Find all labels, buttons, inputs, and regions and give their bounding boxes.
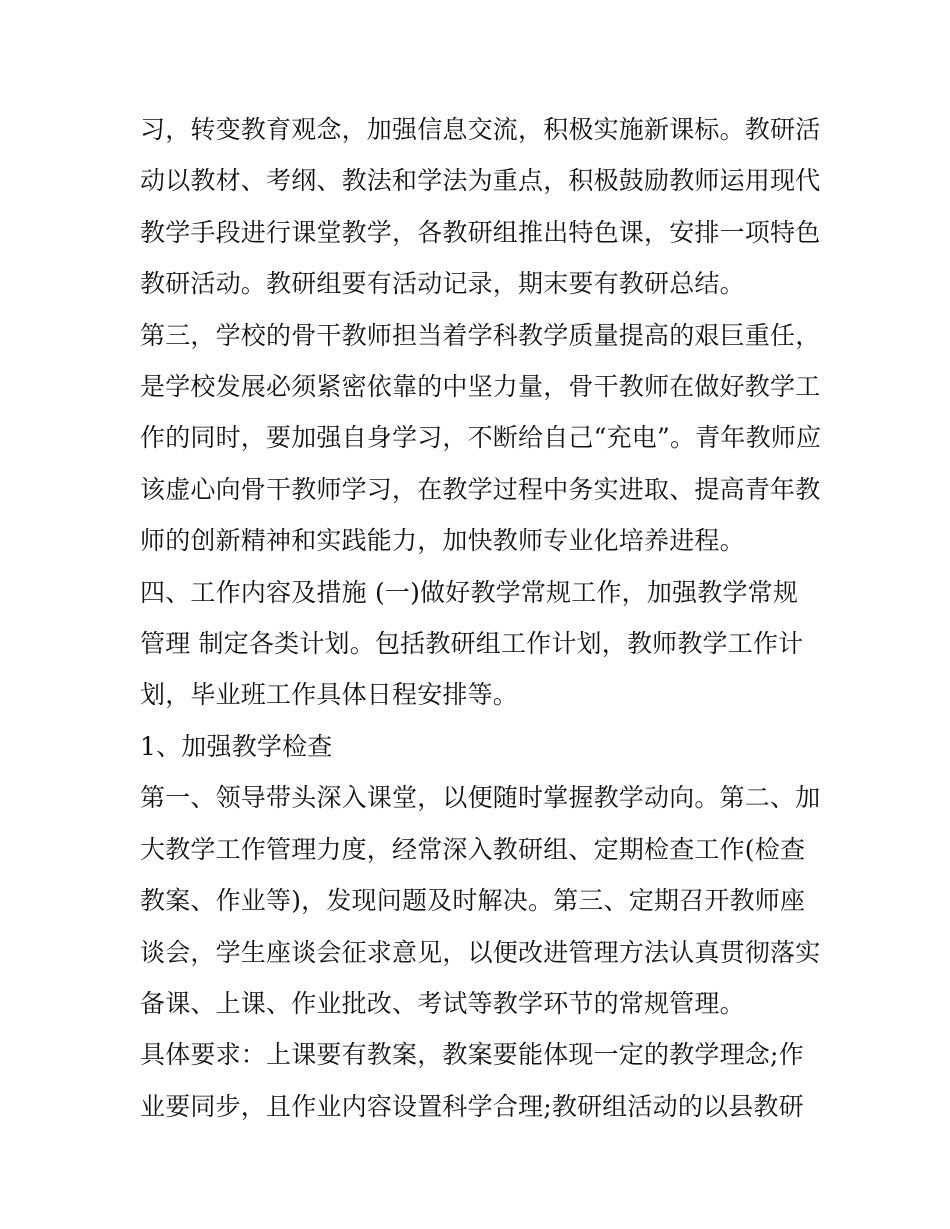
text-line-14: 第一、领导带头深入课堂，以便随时掌握教学动向。第二、加 bbox=[140, 783, 821, 813]
text-line-16: 教案、作业等)，发现问题及时解决。第三、定期召开教师座 bbox=[140, 886, 806, 916]
text-line-18: 备课、上课、作业批改、考试等教学环节的常规管理。 bbox=[140, 988, 745, 1018]
text-line-17: 谈会，学生座谈会征求意见，以便改进管理方法认真贯彻落实 bbox=[140, 937, 821, 967]
text-line-19: 具体要求：上课要有教案，教案要能体现一定的教学理念;作 bbox=[140, 1040, 804, 1070]
text-line-2: 动以教材、考纲、教法和学法为重点，积极鼓励教师运用现代 bbox=[140, 166, 821, 196]
text-line-4: 教研活动。教研组要有活动记录，期末要有教研总结。 bbox=[140, 269, 745, 299]
text-line-8: 该虚心向骨干教师学习，在教学过程中务实进取、提高青年教 bbox=[140, 474, 821, 504]
text-line-9: 师的创新精神和实践能力，加快教师专业化培养进程。 bbox=[140, 526, 745, 556]
text-line-5: 第三，学校的骨干教师担当着学科教学质量提高的艰巨重任， bbox=[140, 320, 821, 350]
text-line-10: 四、工作内容及措施 (一)做好教学常规工作，加强教学常规 bbox=[140, 577, 799, 607]
text-line-3: 教学手段进行课堂教学，各教研组推出特色课，安排一项特色 bbox=[140, 217, 821, 247]
text-line-7: 作的同时，要加强自身学习，不断给自己“充电”。青年教师应 bbox=[140, 423, 822, 453]
document-page bbox=[140, 104, 820, 1132]
text-line-12: 划，毕业班工作具体日程安排等。 bbox=[140, 680, 519, 710]
section-heading: 1、加强教学检查 bbox=[140, 731, 333, 761]
text-line-6: 是学校发展必须紧密依靠的中坚力量，骨干教师在做好教学工 bbox=[140, 372, 821, 402]
text-line-20: 业要同步，且作业内容设置科学合理;教研组活动的以县教研 bbox=[140, 1091, 804, 1121]
text-line-11: 管理 制定各类计划。包括教研组工作计划，教师教学工作计 bbox=[140, 629, 804, 659]
text-line-1: 习，转变教育观念，加强信息交流，积极实施新课标。教研活 bbox=[140, 115, 821, 144]
text-line-15: 大教学工作管理力度，经常深入教研组、定期检查工作(检查 bbox=[140, 834, 806, 864]
